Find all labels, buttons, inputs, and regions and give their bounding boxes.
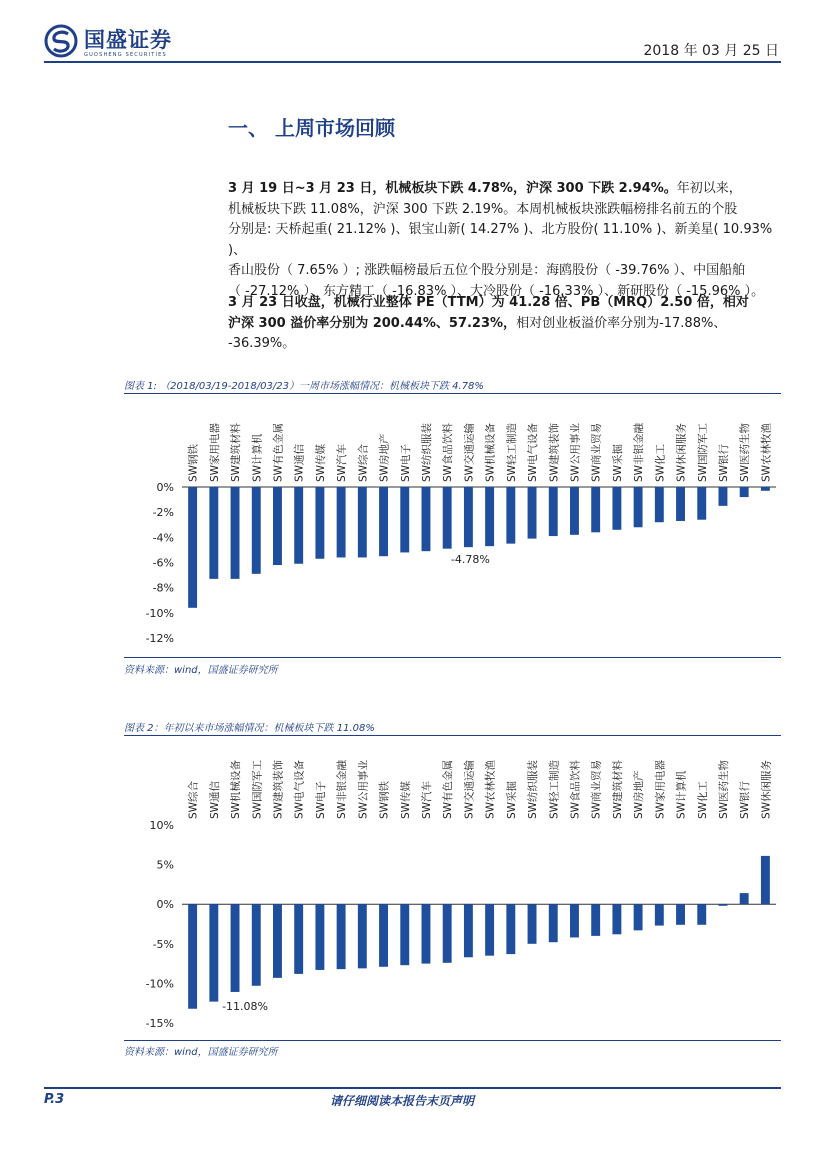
bar	[422, 904, 431, 963]
figure1-title: 图表 1: （2018/03/19-2018/03/23）一周市场涨幅情况：机械板块下跌 4.78%	[124, 381, 484, 392]
valuation-line3: -36.39%。	[228, 336, 296, 352]
bar	[252, 487, 261, 574]
y-tick-label: -10%	[145, 977, 174, 991]
bar	[379, 487, 388, 556]
paragraph-weekly-review	[228, 179, 783, 303]
bar	[719, 487, 728, 506]
category-label: SW采掘	[611, 443, 624, 482]
category-label: SW家用电器	[654, 759, 667, 819]
bar	[676, 904, 685, 925]
bar	[549, 904, 558, 942]
bar	[294, 487, 303, 564]
category-label: SW机械设备	[230, 759, 243, 819]
bar	[549, 487, 558, 536]
y-tick-label: 10%	[149, 819, 174, 832]
bar	[464, 904, 473, 957]
bar	[570, 487, 579, 535]
bar	[570, 904, 579, 937]
bar	[634, 487, 643, 527]
y-tick-label: -4%	[152, 531, 174, 545]
category-label: SW传媒	[399, 780, 412, 819]
category-label: SW休闲服务	[675, 422, 688, 482]
category-label: SW休闲服务	[760, 759, 773, 819]
bar	[506, 904, 515, 954]
header-divider	[44, 61, 781, 63]
category-label: SW计算机	[251, 433, 264, 482]
category-label: SW采掘	[505, 780, 518, 819]
y-tick-label: -8%	[152, 581, 174, 595]
valuation-bold-line2: 沪深 300 溢价率分别为 200.44%、57.23%，	[228, 315, 517, 331]
bar	[337, 904, 346, 969]
category-label: SW轻工制造	[548, 759, 561, 819]
bar	[740, 487, 749, 497]
category-label: SW国防军工	[696, 422, 709, 482]
y-tick-label: 0%	[156, 481, 174, 494]
category-label: SW商业贸易	[590, 422, 603, 482]
bar	[528, 904, 537, 944]
valuation-bold-line1: 3 月 23 日收盘，机械行业整体 PE（TTM）为 41.28 倍、PB（MRQ）2.50 倍，相对	[228, 295, 749, 310]
figure2-source: 资料来源：wind，国盛证券研究所	[124, 1047, 278, 1058]
company-name-en: GUOSHENG SECURITIES	[84, 52, 167, 58]
bar	[697, 487, 706, 520]
footer-divider	[44, 1087, 781, 1089]
bar	[443, 487, 452, 549]
category-label: SW农林牧渔	[760, 422, 773, 482]
category-label: SW计算机	[675, 770, 688, 819]
bar	[294, 904, 303, 974]
category-label: SW电气设备	[293, 759, 306, 819]
category-label: SW轻工制造	[505, 422, 518, 482]
y-tick-label: -15%	[145, 1017, 174, 1030]
category-label: SW食品饮料	[442, 422, 455, 482]
paragraph-line: 香山股份（ 7.65% ）; 涨跌幅榜最后五位个股分别是：海鸥股份（ -39.76% ）、中国船舶	[228, 263, 746, 279]
category-label: SW钢铁	[378, 780, 391, 819]
category-label: SW医药生物	[739, 422, 752, 482]
bar	[761, 856, 770, 904]
category-label: SW电子	[314, 780, 327, 819]
bar	[591, 487, 600, 532]
bar	[273, 904, 282, 978]
category-label: SW机械设备	[484, 422, 497, 482]
bar	[315, 487, 324, 559]
bar	[400, 904, 409, 965]
category-label: SW通信	[293, 443, 306, 482]
figure2-bottom-rule	[124, 1040, 781, 1041]
y-tick-label: -5%	[152, 937, 174, 951]
category-label: SW化工	[696, 780, 709, 819]
paragraph-line: 分别是: 天桥起重( 21.12% )、银宝山新( 14.27% )、北方股份( 11.10% )、新美星( 10.93% )、	[228, 222, 773, 258]
category-label: SW非银金融	[336, 759, 349, 819]
bar	[740, 893, 749, 904]
category-label: SW交通运输	[463, 422, 476, 482]
bar	[655, 487, 664, 522]
category-label: SW国防军工	[251, 759, 264, 819]
footer-statement: 请仔细阅读本报告末页声明	[330, 1094, 475, 1108]
value-annotation: -11.08%	[222, 999, 268, 1013]
bar	[464, 487, 473, 547]
figure2-chart	[124, 740, 781, 1038]
paragraph-line: （ -27.12% ）、东方精工（ -16.83% ）、大冷股份（ -16.33% ）、新研股份（ -15.96% ）。	[228, 283, 765, 299]
y-tick-label: 5%	[156, 858, 174, 872]
category-label: SW交通运输	[463, 759, 476, 819]
category-label: SW建筑材料	[611, 759, 624, 819]
category-label: SW有色金属	[272, 422, 285, 482]
category-label: SW建筑材料	[230, 422, 243, 482]
y-tick-label: -2%	[152, 506, 174, 520]
figure1-top-rule	[124, 393, 781, 394]
category-label: SW纺织服装	[420, 422, 433, 482]
category-label: SW房地产	[378, 433, 391, 482]
category-label: SW银行	[717, 443, 730, 482]
bar	[761, 487, 770, 491]
bar	[231, 487, 240, 579]
bar	[231, 904, 240, 992]
valuation-line2-rest: 相对创业板溢价率分别为-17.88%、	[516, 315, 727, 331]
category-label: SW食品饮料	[569, 759, 582, 819]
category-label: SW房地产	[633, 770, 646, 819]
bar	[252, 904, 261, 986]
bar	[485, 487, 494, 546]
section-title: 一、 上周市场回顾	[228, 116, 395, 140]
category-label: SW银行	[739, 780, 752, 819]
bar	[506, 487, 515, 544]
y-tick-label: -10%	[145, 606, 174, 620]
category-label: SW商业贸易	[590, 759, 603, 819]
category-label: SW公用事业	[357, 759, 370, 819]
bar	[358, 487, 367, 557]
category-label: SW建筑装饰	[272, 759, 285, 819]
bar	[612, 904, 621, 934]
category-label: SW综合	[187, 780, 200, 819]
report-date: 2018 年 03 月 25 日	[643, 43, 779, 59]
bar	[358, 904, 367, 968]
y-tick-label: -12%	[145, 632, 174, 645]
company-name: 国盛证券	[84, 28, 172, 52]
bar	[315, 904, 324, 970]
category-label: SW农林牧渔	[484, 759, 497, 819]
value-annotation: -4.78%	[450, 553, 490, 567]
category-label: SW化工	[654, 443, 667, 482]
category-label: SW传媒	[314, 443, 327, 482]
figure1-bottom-rule	[124, 657, 781, 658]
figure2-top-rule	[124, 735, 781, 736]
bar	[655, 904, 664, 925]
category-label: SW电气设备	[527, 422, 540, 482]
category-label: SW有色金属	[442, 759, 455, 819]
y-tick-label: -6%	[152, 556, 174, 570]
paragraph-lead-bold: 3 月 19 日~3 月 23 日，机械板块下跌 4.78%，沪深 300 下跌 2.94%。	[228, 181, 677, 196]
bar	[697, 904, 706, 925]
bar	[188, 904, 197, 1009]
figure1-chart	[124, 398, 781, 653]
category-label: SW公用事业	[569, 422, 582, 482]
bar	[485, 904, 494, 955]
figure1-source: 资料来源：wind，国盛证券研究所	[124, 665, 278, 676]
figure2-title: 图表 2：年初以来市场涨幅情况：机械板块下跌 11.08%	[124, 723, 375, 734]
bar	[634, 904, 643, 930]
bar	[443, 904, 452, 963]
category-label: SW综合	[357, 443, 370, 482]
category-label: SW汽车	[336, 443, 349, 482]
bar	[188, 487, 197, 608]
category-label: SW钢铁	[187, 443, 200, 482]
bar	[676, 487, 685, 521]
bar	[400, 487, 409, 552]
category-label: SW电子	[399, 443, 412, 482]
bar	[273, 487, 282, 565]
category-label: SW建筑装饰	[548, 422, 561, 482]
category-label: SW医药生物	[717, 759, 730, 819]
bar	[422, 487, 431, 551]
bar	[719, 904, 728, 906]
bar	[612, 487, 621, 530]
bar	[379, 904, 388, 967]
bar	[337, 487, 346, 557]
category-label: SW纺织服装	[527, 759, 540, 819]
bar	[209, 904, 218, 1001]
category-label: SW汽车	[420, 780, 433, 819]
bar	[209, 487, 218, 579]
page-number: P.3	[44, 1092, 65, 1107]
category-label: SW家用电器	[208, 422, 221, 482]
paragraph-valuation	[228, 293, 783, 355]
bar	[528, 487, 537, 539]
bar	[591, 904, 600, 936]
category-label: SW非银金融	[633, 422, 646, 482]
category-label: SW通信	[208, 780, 221, 819]
paragraph-line: 机械板块下跌 11.08%，沪深 300 下跌 2.19%。本周机械板块涨跌幅榜排名前五的个股	[228, 201, 738, 217]
y-tick-label: 0%	[156, 898, 174, 912]
paragraph-lead-rest: 年初以来，	[676, 181, 742, 196]
logo-icon	[44, 24, 78, 58]
